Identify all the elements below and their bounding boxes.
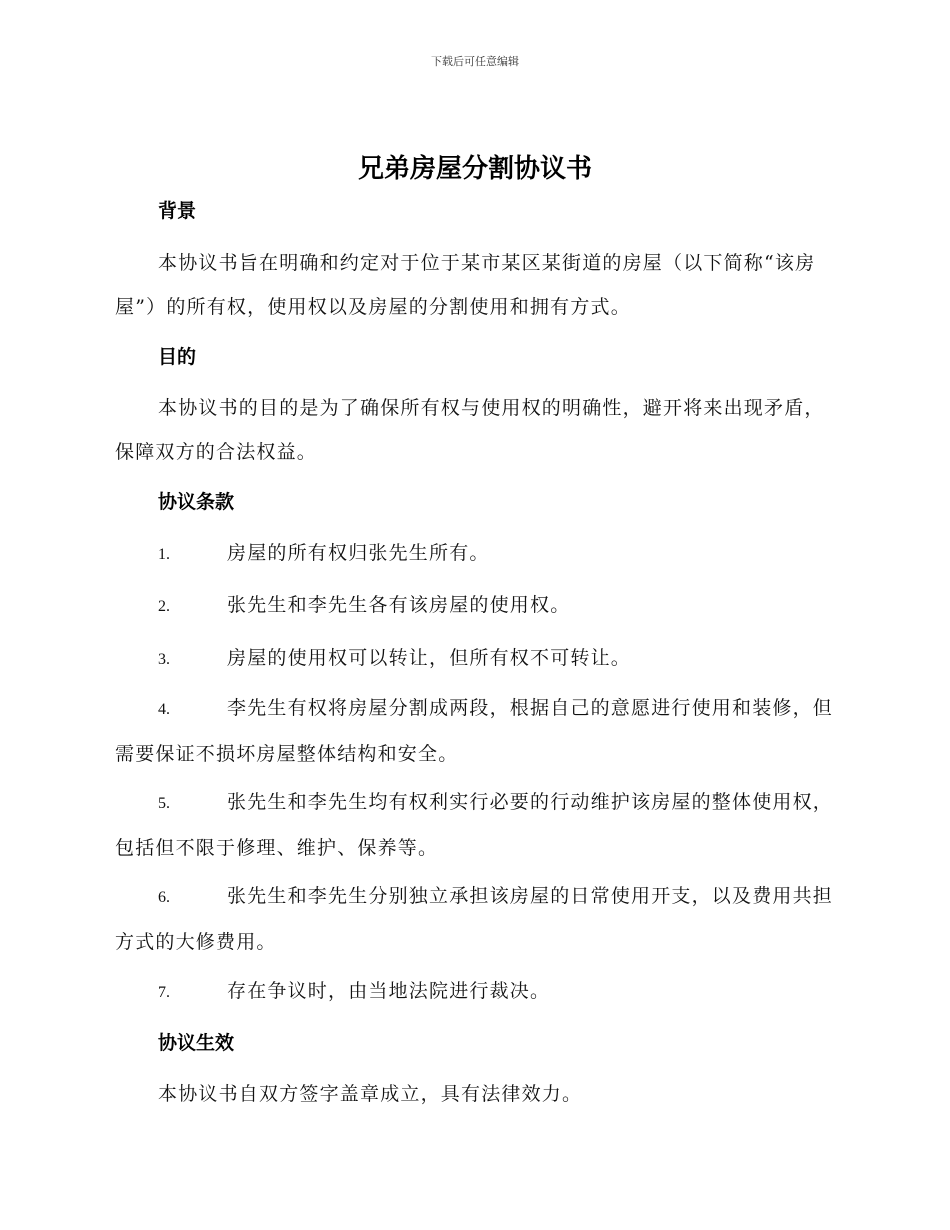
list-item	[115, 780, 835, 870]
list-item	[115, 874, 835, 964]
document-title: 兄弟房屋分割协议书	[357, 154, 592, 184]
list-item-text: 李先生有权将房屋分割成两段，根据自己的意愿进行使用和装修，但需要保证不损坏房屋整体结构和安全。	[115, 697, 834, 765]
section-heading-purpose: 目的	[158, 346, 197, 368]
list-item-number: 2.	[158, 598, 170, 615]
list-item-text: 张先生和李先生各有该房屋的使用权。	[227, 594, 571, 616]
list-item-number: 3.	[158, 651, 170, 668]
paragraph-background: 本协议书旨在明确和约定对于位于某市某区某街道的房屋（以下简称“该房屋”）的所有权，使用权以及房屋的分割使用和拥有方式。	[115, 252, 816, 318]
list-item-number: 4.	[158, 701, 170, 718]
list-item	[115, 583, 835, 629]
list-item-number: 5.	[158, 795, 170, 812]
section-heading-effect: 协议生效	[158, 1032, 235, 1054]
list-item-number: 1.	[158, 546, 170, 563]
list-item	[115, 531, 835, 577]
section-heading-terms: 协议条款	[158, 491, 235, 513]
list-item-number: 7.	[158, 984, 170, 1001]
list-item	[115, 969, 835, 1015]
paragraph-effect: 本协议书自双方签字盖章成立，具有法律效力。	[158, 1083, 583, 1105]
list-item-text: 张先生和李先生分别独立承担该房屋的日常使用开支，以及费用共担方式的大修费用。	[115, 885, 834, 953]
list-item-text: 张先生和李先生均有权利实行必要的行动维护该房屋的整体使用权，包括但不限于修理、维护、保养等。	[115, 791, 834, 859]
list-item-text: 存在争议时，由当地法院进行裁决。	[227, 980, 551, 1002]
section-heading-background: 背景	[158, 200, 197, 222]
header-note: 下载后可任意编辑	[431, 55, 519, 68]
list-item	[115, 636, 835, 682]
paragraph-purpose: 本协议书的目的是为了确保所有权与使用权的明确性，避开将来出现矛盾，保障双方的合法权益。	[115, 397, 825, 463]
list-item	[115, 686, 835, 776]
list-item-text: 房屋的所有权归张先生所有。	[227, 542, 490, 564]
list-item-number: 6.	[158, 889, 170, 906]
list-item-text: 房屋的使用权可以转让，但所有权不可转让。	[227, 647, 632, 669]
